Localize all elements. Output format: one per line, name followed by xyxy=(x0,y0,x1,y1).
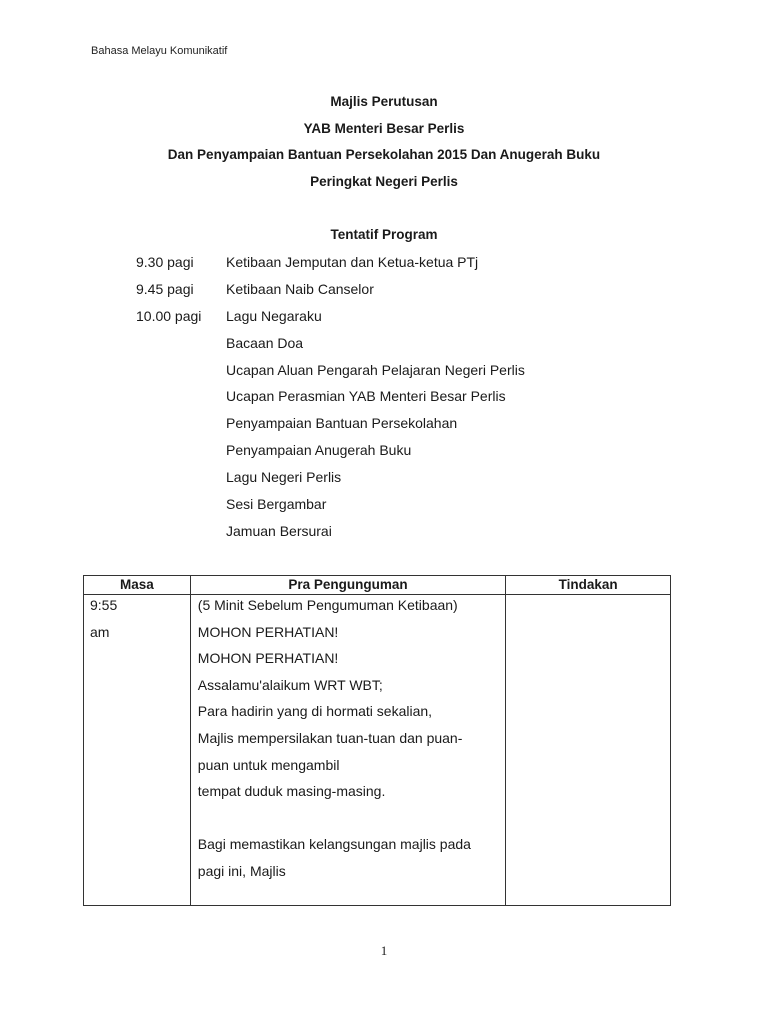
schedule-item: Penyampaian Bantuan Persekolahan xyxy=(226,415,458,432)
schedule-row xyxy=(136,361,525,388)
schedule-list xyxy=(136,253,525,549)
masa-line: 9:55 xyxy=(90,597,118,613)
table-header-row xyxy=(84,576,671,595)
schedule-item: Jamuan Bersurai xyxy=(226,522,332,539)
schedule-time xyxy=(136,468,226,495)
schedule-item: Ketibaan Jemputan dan Ketua-ketua PTj xyxy=(226,254,479,270)
schedule-time xyxy=(136,495,226,522)
announcement-line: Assalamu'alaikum WRT WBT; xyxy=(197,676,383,693)
schedule-row xyxy=(136,387,525,414)
schedule-row xyxy=(136,495,525,522)
schedule-item: Lagu Negeri Perlis xyxy=(226,469,342,486)
title-line-1: Majlis Perutusan xyxy=(330,94,438,109)
schedule-time: 10.00 pagi xyxy=(136,307,202,324)
schedule-item: Sesi Bergambar xyxy=(226,496,327,513)
running-header: Bahasa Melayu Komunikatif xyxy=(91,45,228,57)
masa-cell xyxy=(84,595,191,906)
schedule-row xyxy=(136,334,525,361)
schedule-row xyxy=(136,522,525,549)
schedule-time xyxy=(136,414,226,441)
announcement-line: MOHON PERHATIAN! xyxy=(197,623,339,640)
schedule-time: 9.45 pagi xyxy=(136,280,194,297)
header-tindakan: Tindakan xyxy=(506,576,671,595)
announcement-line xyxy=(198,809,505,836)
schedule-time xyxy=(136,387,226,414)
title-line-2: YAB Menteri Besar Perlis xyxy=(303,120,465,136)
schedule-item: Ketibaan Naib Canselor xyxy=(226,280,374,297)
header-pra-pengunguman: Pra Pengunguman xyxy=(190,576,505,595)
title-line-4: Peringkat Negeri Perlis xyxy=(310,174,458,190)
masa-line: am xyxy=(90,623,110,640)
pra-pengunguman-cell xyxy=(190,595,505,906)
schedule-item: Penyampaian Anugerah Buku xyxy=(226,442,412,459)
schedule-item: Lagu Negaraku xyxy=(226,307,322,324)
schedule-time: 9.30 pagi xyxy=(136,254,194,270)
announcement-line: (5 Minit Sebelum Pengumuman Ketibaan) xyxy=(197,597,458,613)
schedule-item: Bacaan Doa xyxy=(226,334,304,351)
title-block xyxy=(0,93,768,200)
schedule-time xyxy=(136,361,226,388)
schedule-row xyxy=(136,414,525,441)
announcement-line: tempat duduk masing-masing. xyxy=(197,783,386,800)
schedule-row xyxy=(136,280,525,307)
schedule-time xyxy=(136,441,226,468)
tindakan-cell xyxy=(506,595,671,906)
header-masa: Masa xyxy=(84,576,191,595)
tentatif-heading: Tentatif Program xyxy=(330,227,438,242)
page-number: 1 xyxy=(380,943,388,958)
schedule-item: Ucapan Perasmian YAB Menteri Besar Perlis xyxy=(226,388,506,405)
table-row xyxy=(84,595,671,906)
schedule-item: Ucapan Aluan Pengarah Pelajaran Negeri Perlis xyxy=(226,361,525,378)
title-line-3: Dan Penyampaian Bantuan Persekolahan 2015 Dan Anugerah Buku xyxy=(167,147,601,163)
schedule-row xyxy=(136,307,525,334)
announcement-line: Bagi memastikan kelangsungan majlis pada xyxy=(197,836,471,853)
announcement-line: puan untuk mengambil xyxy=(197,756,340,773)
schedule-row xyxy=(136,253,525,280)
schedule-time xyxy=(136,334,226,361)
announcement-line: MOHON PERHATIAN! xyxy=(197,650,339,667)
announcement-line: pagi ini, Majlis xyxy=(197,862,286,879)
schedule-row xyxy=(136,441,525,468)
schedule-row xyxy=(136,468,525,495)
announcement-line: Para hadirin yang di hormati sekalian, xyxy=(197,703,433,720)
announcement-line: Majlis mempersilakan tuan-tuan dan puan- xyxy=(197,729,463,746)
announcement-table xyxy=(83,575,671,906)
schedule-time xyxy=(136,522,226,549)
